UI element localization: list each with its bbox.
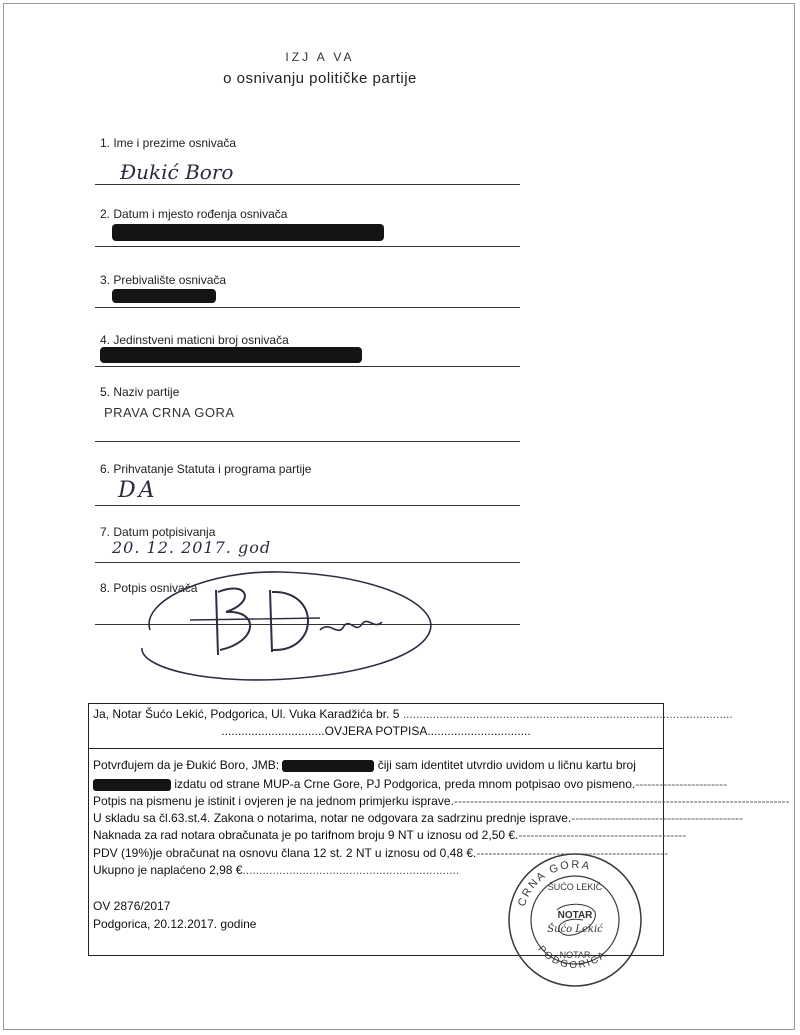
field-value-statute: DA bbox=[118, 478, 158, 503]
notary-line-2-text: izdatu od strane MUP-a Crne Gore, PJ Podgorica, preda mnom potpisao ovo pismeno. bbox=[174, 777, 636, 791]
notary-line-5-text: Naknada za rad notara obračunata je po tarifnom broju 9 NT u iznosu od 2,50 €. bbox=[93, 828, 519, 842]
field-line bbox=[95, 307, 520, 308]
redaction-bar bbox=[93, 779, 171, 791]
field-label-residence: 3. Prebivalište osnivača bbox=[100, 273, 227, 287]
notary-line-1 bbox=[93, 758, 659, 772]
field-line bbox=[95, 505, 520, 506]
stamp-center-bottom: Šućo Lekić bbox=[547, 924, 603, 935]
notary-line-2: izdatu od strane MUP-a Crne Gore, PJ Podgorica, preda mnom potpisao ovo pismeno.----------------------- bbox=[93, 777, 659, 791]
notary-line-5: Naknada za rad notara obračunata je po tarifnom broju 9 NT u iznosu od 2,50 €.------------------------------------------ bbox=[93, 828, 687, 842]
redaction-bar bbox=[112, 224, 384, 241]
notary-place-date: Podgorica, 20.12.2017. godine bbox=[93, 917, 257, 931]
field-label-sign-date: 7. Datum potpisivanja bbox=[100, 525, 216, 539]
notary-line-1-a: Potvrđujem da je Đukić Boro, JMB: bbox=[93, 758, 280, 772]
notary-line-4-text: U skladu sa čl.63.st.4. Zakona o notarima, notar ne odgovara za sadrzinu prednje isprave. bbox=[93, 811, 572, 825]
notary-line-3-text: Potpis na pismenu je istinit i ovjeren je na jednom primjerku isprave. bbox=[93, 794, 454, 808]
field-value-name: Đukić Boro bbox=[120, 160, 234, 184]
notary-line-7-text: Ukupno je naplaćeno 2,98 € bbox=[93, 863, 243, 877]
notary-line-6-text: PDV (19%)je obračunat na osnovu člana 12 st. 2 NT u iznosu od 0,48 €. bbox=[93, 846, 477, 860]
stamp-center-top: NOTAR bbox=[557, 910, 593, 921]
document-subtitle: o osnivanju političke partije bbox=[223, 70, 417, 87]
field-label-party-name: 5. Naziv partije bbox=[100, 385, 180, 399]
field-value-sign-date: 20. 12. 2017. god bbox=[112, 538, 272, 557]
redaction-bar bbox=[112, 289, 216, 303]
notary-line-1-b: čiji sam identitet utvrdio uvidom u ličnu kartu broj bbox=[377, 758, 636, 772]
field-line bbox=[95, 366, 520, 367]
field-label-signature: 8. Potpis osnivača bbox=[100, 581, 198, 595]
document-title: IZJ A VA bbox=[285, 50, 355, 64]
stamp-name: ŠUĆO LEKIĆ bbox=[547, 882, 603, 892]
notary-line-7: Ukupno je naplaćeno 2,98 €................................................................. bbox=[93, 863, 460, 877]
notary-ovjera-text: OVJERA POTPISA bbox=[324, 724, 428, 738]
redaction-bar bbox=[100, 347, 362, 363]
notary-line-4: U skladu sa čl.63.st.4. Zakona o notarima, notar ne odgovara za sadrzinu prednje isprave.------------------------------------------- bbox=[93, 811, 744, 825]
field-line bbox=[95, 441, 520, 442]
notary-divider bbox=[89, 748, 663, 749]
field-label-name: 1. Ime i prezime osnivača bbox=[100, 136, 237, 150]
notary-ov-number: OV 2876/2017 bbox=[93, 899, 171, 913]
founder-signature bbox=[130, 560, 440, 690]
field-label-statute: 6. Prihvatanje Statuta i programa partije bbox=[100, 462, 312, 476]
stamp-outer-top: CRNA GORA bbox=[515, 858, 593, 909]
field-label-birth: 2. Datum i mjesto rođenja osnivača bbox=[100, 207, 288, 221]
notary-ovjera-title: ...............................OVJERA POTPISA............................... bbox=[221, 724, 531, 738]
redaction-bar bbox=[282, 760, 374, 772]
field-label-jmb: 4. Jedinstveni maticni broj osnivača bbox=[100, 333, 289, 347]
field-line bbox=[95, 184, 520, 185]
notary-header-text: Ja, Notar Šućo Lekić, Podgorica, Ul. Vuka Karadžića br. 5 bbox=[93, 707, 400, 721]
stamp-city: PODGORICA bbox=[535, 943, 610, 972]
stamp-role: NOTAR bbox=[559, 950, 591, 960]
field-value-party-name: PRAVA CRNA GORA bbox=[104, 405, 235, 420]
notary-line-3: Potpis na pismenu je istinit i ovjeren je na jednom primjerku isprave.------------------------------------------------------------------------------------ bbox=[93, 794, 790, 808]
field-line bbox=[95, 246, 520, 247]
notary-line-6: PDV (19%)je obračunat na osnovu člana 12 st. 2 NT u iznosu od 0,48 €.------------------------------------------------ bbox=[93, 846, 669, 860]
notary-stamp bbox=[505, 850, 645, 990]
notary-header: Ja, Notar Šućo Lekić, Podgorica, Ul. Vuka Karadžića br. 5 ................................................................................................... bbox=[93, 707, 733, 721]
